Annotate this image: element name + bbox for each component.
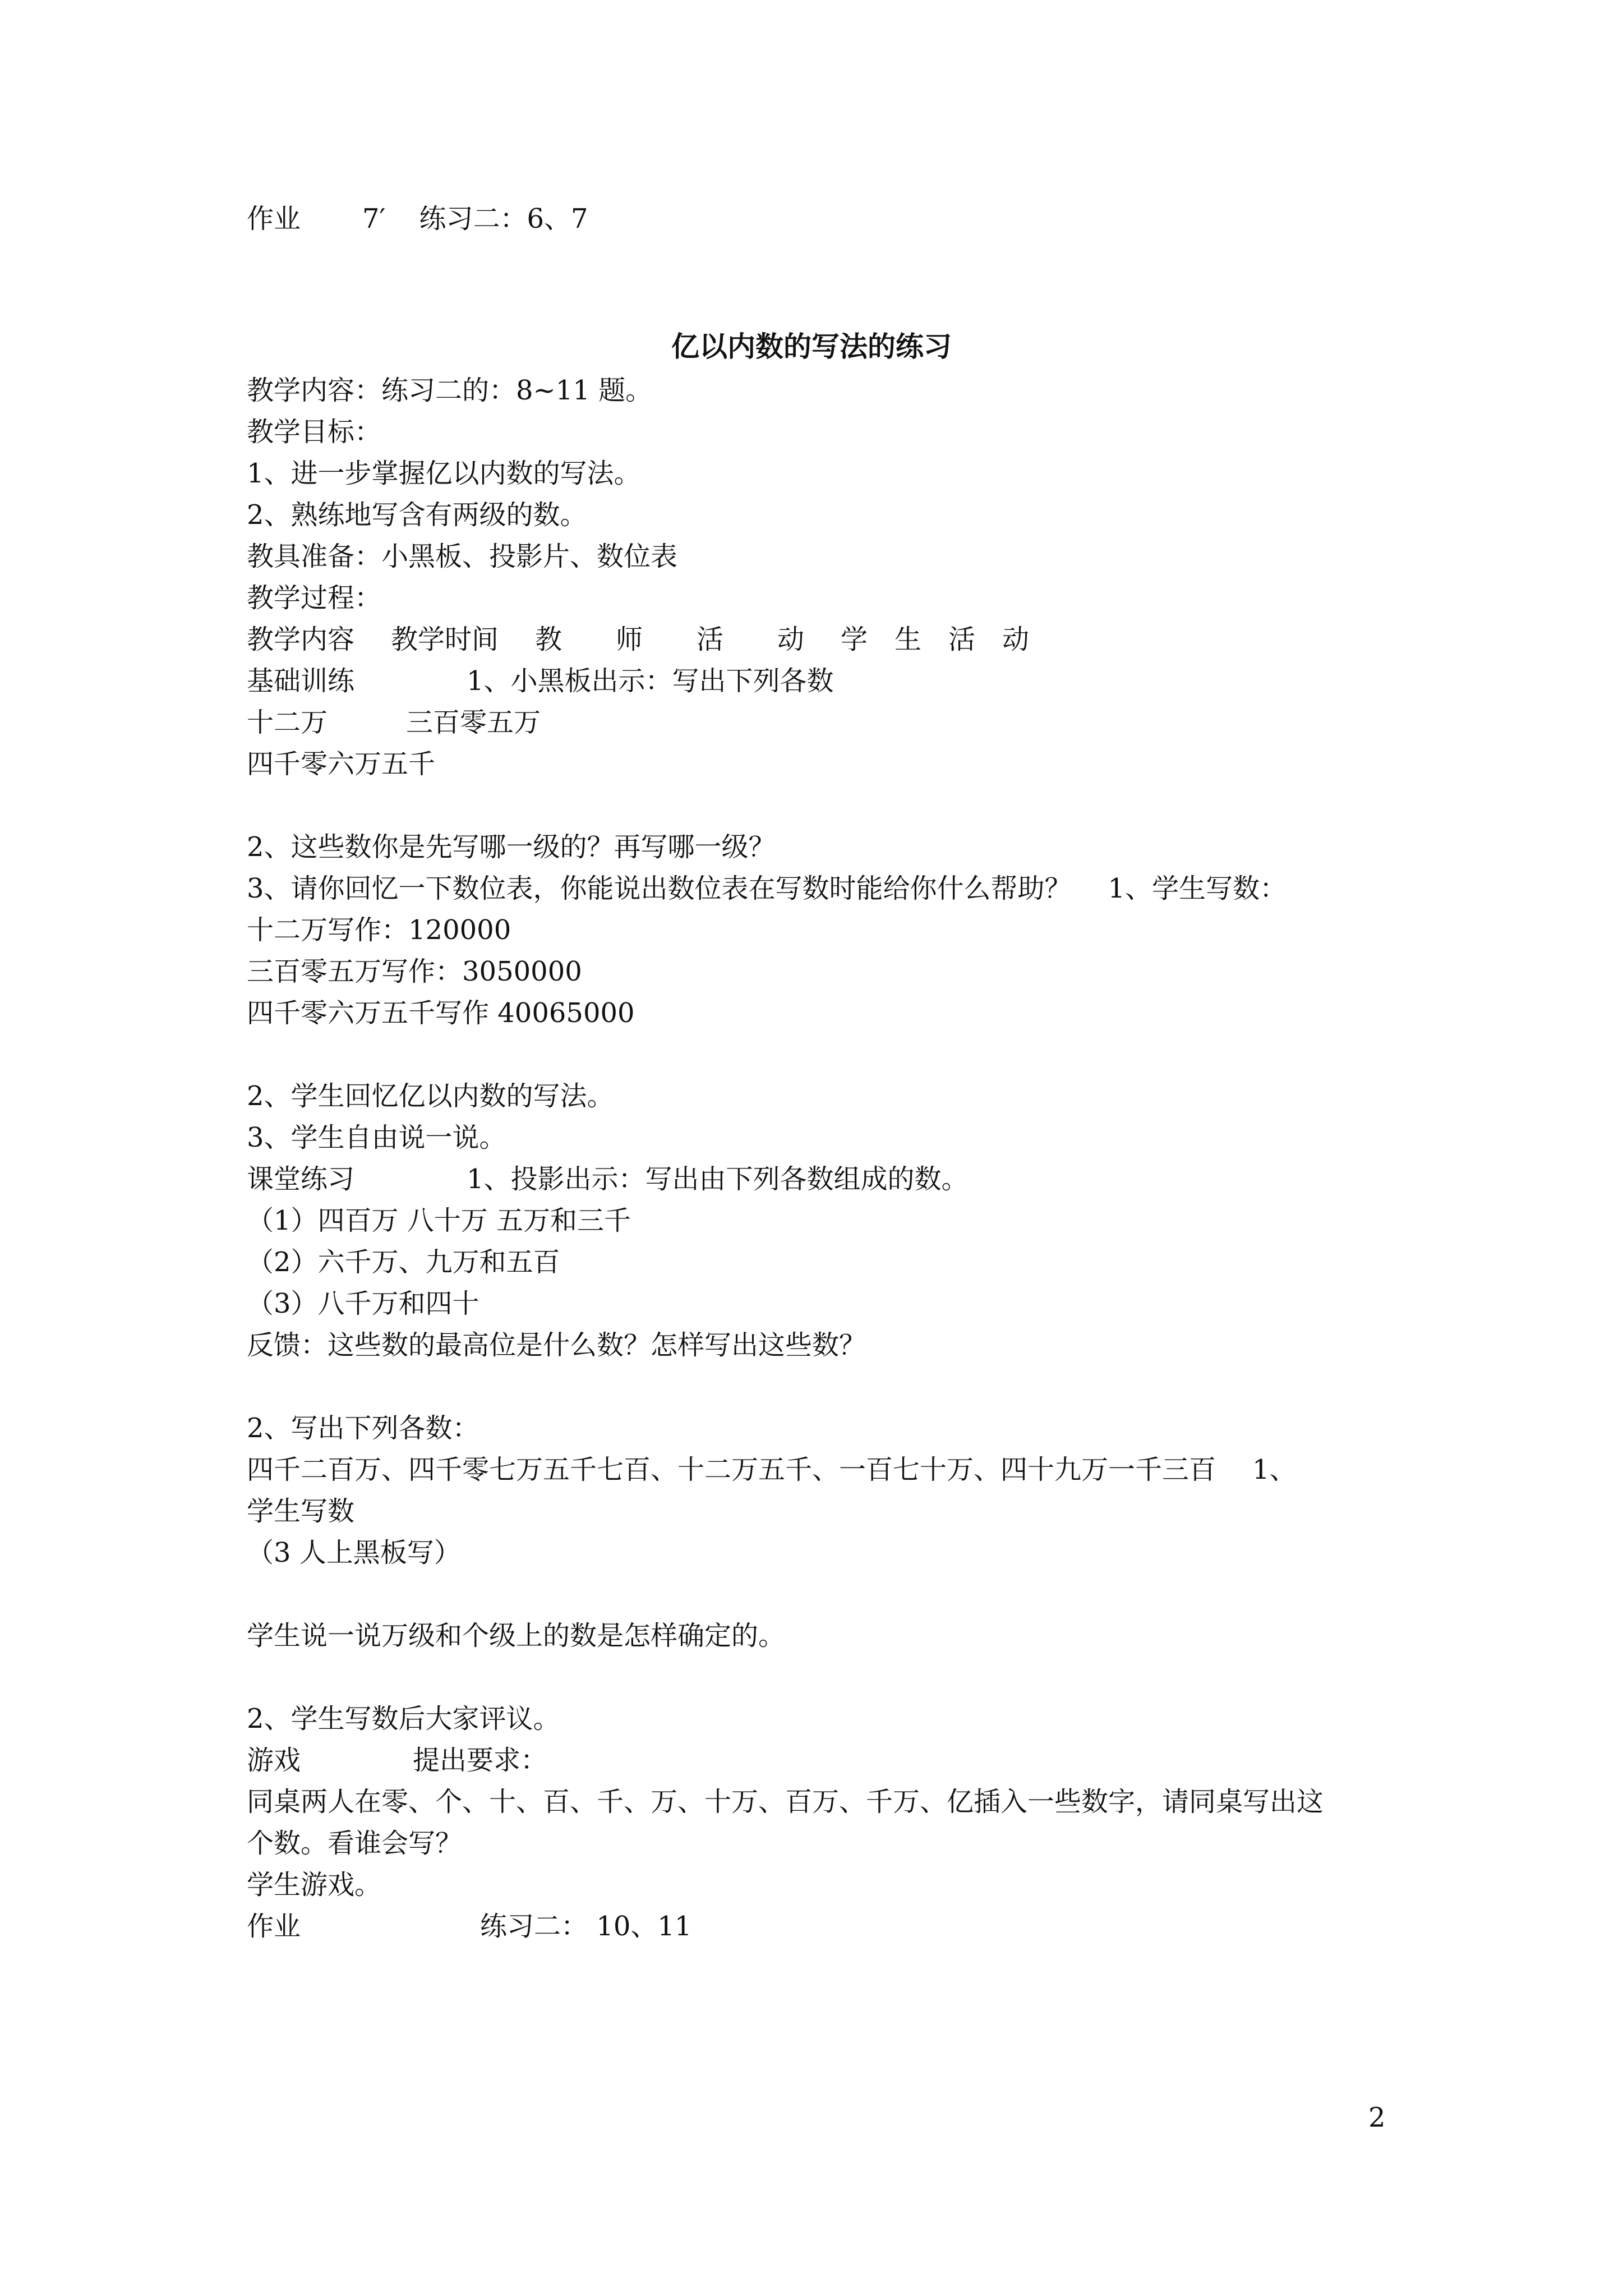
- question-3: 3、请你回忆一下数位表，你能说出数位表在写数时能给你什么帮助？: [247, 873, 1072, 904]
- feedback: 反馈：这些数的最高位是什么数？怎样写出这些数？: [247, 1329, 866, 1361]
- basic-training-line: [247, 664, 834, 698]
- numbers-list: 四千二百万、四千零七万五千七百、十二万五千、一百七十万、四十九万一千三百: [247, 1454, 1216, 1485]
- header-teacher-activity: 教 师 活 动: [535, 624, 805, 655]
- game-requirement: 提出要求：: [413, 1745, 548, 1776]
- goal-item-1: 1、进一步掌握亿以内数的写法。: [247, 458, 641, 489]
- write-numbers-task: 2、写出下列各数：: [247, 1412, 479, 1444]
- table-header: [247, 623, 1029, 656]
- student-recall: 2、学生回忆亿以内数的写法。: [247, 1080, 614, 1112]
- top-homework-time: 7′: [362, 203, 386, 234]
- homework-line: [247, 1910, 691, 1943]
- numbers-line-2: 四千零六万五千: [247, 748, 436, 780]
- homework-label: 作业: [247, 1911, 301, 1942]
- student-discuss: 学生说一说万级和个级上的数是怎样确定的。: [247, 1620, 786, 1651]
- teaching-tools: 教具准备：小黑板、投影片、数位表: [247, 541, 678, 572]
- practice-item-3: （3）八千万和四十: [247, 1288, 479, 1319]
- class-practice-task: 1、投影出示：写出由下列各数组成的数。: [467, 1163, 969, 1195]
- written-number-3: 四千零六万五千写作 40065000: [247, 997, 635, 1029]
- lesson-title: 亿以内数的写法的练习: [671, 330, 952, 363]
- game-line: [247, 1743, 547, 1777]
- written-number-1: 十二万写作：120000: [247, 914, 511, 946]
- top-homework-label: 作业: [247, 203, 301, 234]
- top-homework-text: 练习二：6、7: [419, 203, 588, 234]
- question-2: 2、这些数你是先写哪一级的？再写哪一级？: [247, 831, 776, 863]
- numbers-list-line: [247, 1453, 1297, 1487]
- page-number: 2: [1368, 2102, 1386, 2133]
- class-practice-line: [247, 1162, 969, 1196]
- teaching-content: 教学内容：练习二的：8~11 题。: [247, 375, 653, 406]
- header-student-activity: 学 生 活 动: [841, 624, 1030, 655]
- student-write-numbers: 学生写数: [247, 1496, 355, 1527]
- class-practice-label: 课堂练习: [247, 1163, 355, 1195]
- number-b: 三百零五万: [406, 707, 541, 738]
- teaching-process-label: 教学过程：: [247, 582, 382, 614]
- written-number-2: 三百零五万写作：3050000: [247, 956, 582, 987]
- homework-text: 练习二： 10、11: [480, 1911, 692, 1942]
- student-write-1: 1、学生写数：: [1108, 873, 1287, 904]
- question-3-line: [247, 872, 1287, 905]
- top-homework-line: [247, 202, 588, 236]
- game-description-1: 同桌两人在零、个、十、百、千、万、十万、百万、千万、亿插入一些数字，请同桌写出这: [247, 1786, 1324, 1818]
- student-review: 2、学生写数后大家评议。: [247, 1703, 560, 1734]
- header-time: 教学时间: [391, 624, 499, 655]
- student-free-talk: 3、学生自由说一说。: [247, 1122, 506, 1153]
- game-label: 游戏: [247, 1745, 301, 1776]
- goal-item-2: 2、熟练地写含有两级的数。: [247, 499, 587, 531]
- numbers-line-1: [247, 706, 541, 739]
- header-content: 教学内容: [247, 624, 355, 655]
- board-note: （3 人上黑板写）: [247, 1537, 461, 1568]
- numbers-list-tail: 1、: [1252, 1454, 1297, 1485]
- teaching-goals-label: 教学目标：: [247, 416, 382, 448]
- practice-item-2: （2）六千万、九万和五百: [247, 1246, 560, 1278]
- practice-item-1: （1）四百万 八十万 五万和三千: [247, 1205, 631, 1236]
- game-description-2: 个数。看谁会写？: [247, 1828, 463, 1859]
- basic-training-label: 基础训练: [247, 665, 355, 697]
- game-play: 学生游戏。: [247, 1869, 382, 1901]
- number-a: 十二万: [247, 707, 328, 738]
- basic-training-task: 1、小黑板出示：写出下列各数: [467, 665, 834, 697]
